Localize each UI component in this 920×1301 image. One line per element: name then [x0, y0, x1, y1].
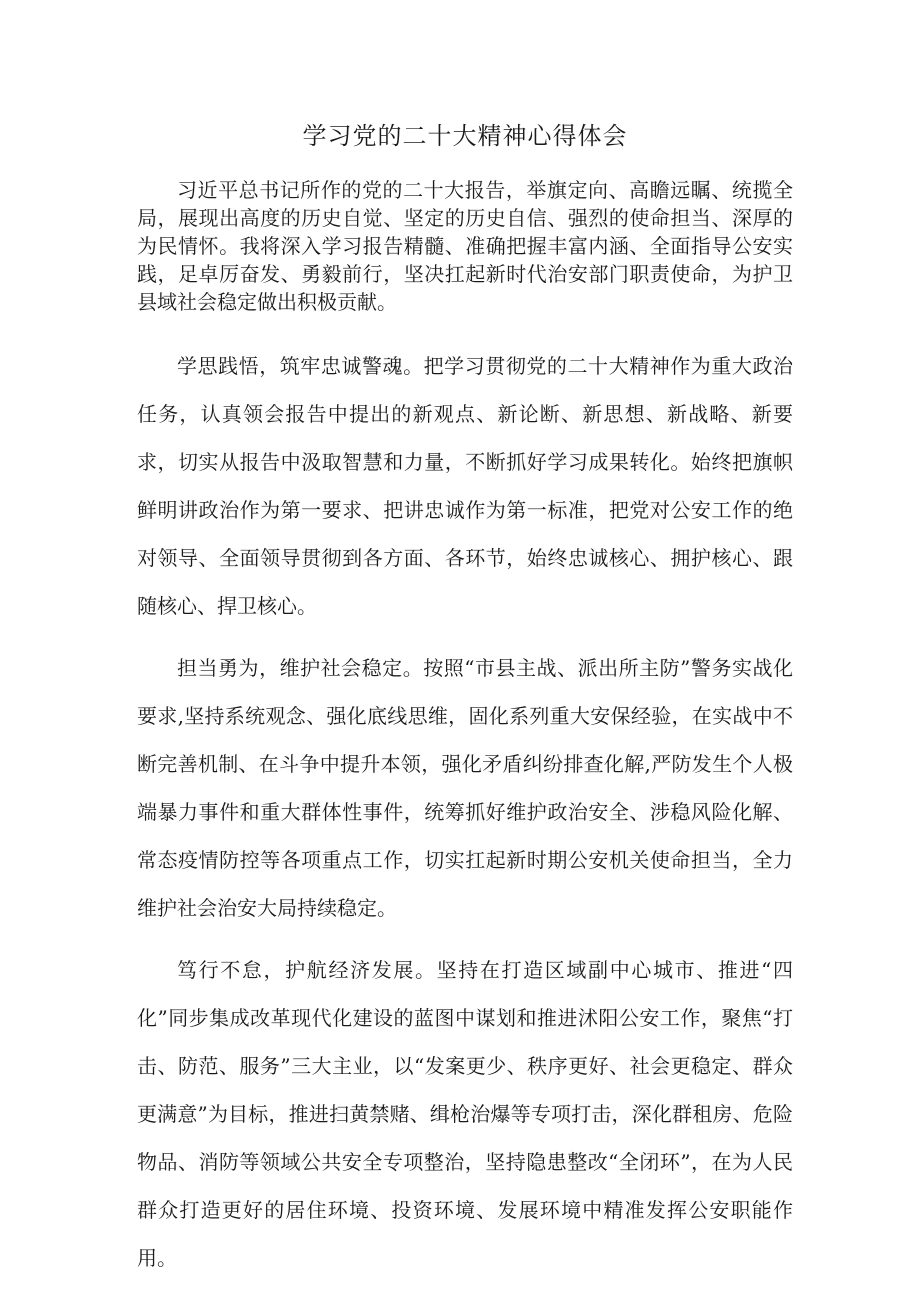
document-title: 学习党的二十大精神心得体会: [302, 122, 628, 150]
document-page: [137, 118, 793, 1296]
paragraph-loyalty: 学思践悟，筑牢忠诚警魂。把学习贯彻党的二十大精神作为重大政治任务，认真领会报告中提出的新观点、新论断、新思想、新战略、新要求，切实从报告中汲取智慧和力量，不断抓好学习成果转化。始终把旗帜鲜明讲政治作为第一要求、把讲忠诚作为第一标准，把党对公安工作的绝对领导、全面领导贯彻到各方面、各环节，始终忠诚核心、拥护核心、跟随核心、捍卫核心。: [137, 354, 793, 618]
paragraph-stability: 担当勇为，维护社会稳定。按照“市县主战、派出所主防”警务实战化要求,坚持系统观念、强化底线思维，固化系列重大安保经验，在实战中不断完善机制、在斗争中提升本领，强化矛盾纠纷排查化解,严防发生个人极端暴力事件和重大群体性事件，统筹抓好维护政治安全、涉稳风险化解、常态疫情防控等各项重点工作，切实扛起新时期公安机关使命担当，全力维护社会治安大局持续稳定。: [137, 656, 793, 920]
paragraph-economy: 笃行不怠，护航经济发展。坚持在打造区域副中心城市、推进“四化”同步集成改革现代化建设的蓝图中谋划和推进沭阳公安工作，聚焦“打击、防范、服务”三大主业，以“发案更少、秩序更好、社会更稳定、群众更满意”为目标，推进扫黄禁赌、缉枪治爆等专项打击，深化群租房、危险物品、消防等领域公共安全专项整治，坚持隐患整改“全闭环”，在为人民群众打造更好的居住环境、投资环境、发展环境中精准发挥公安职能作用。: [137, 958, 793, 1270]
paragraph-intro: 习近平总书记所作的党的二十大报告，举旗定向、高瞻远瞩、统揽全局，展现出高度的历史自觉、坚定的历史自信、强烈的使命担当、深厚的为民情怀。我将深入学习报告精髓、准确把握丰富内涵、全面指导公安实践，足卓厉奋发、勇毅前行，坚决扛起新时代治安部门职责使命，为护卫县域社会稳定做出积极贡献。: [137, 178, 793, 314]
